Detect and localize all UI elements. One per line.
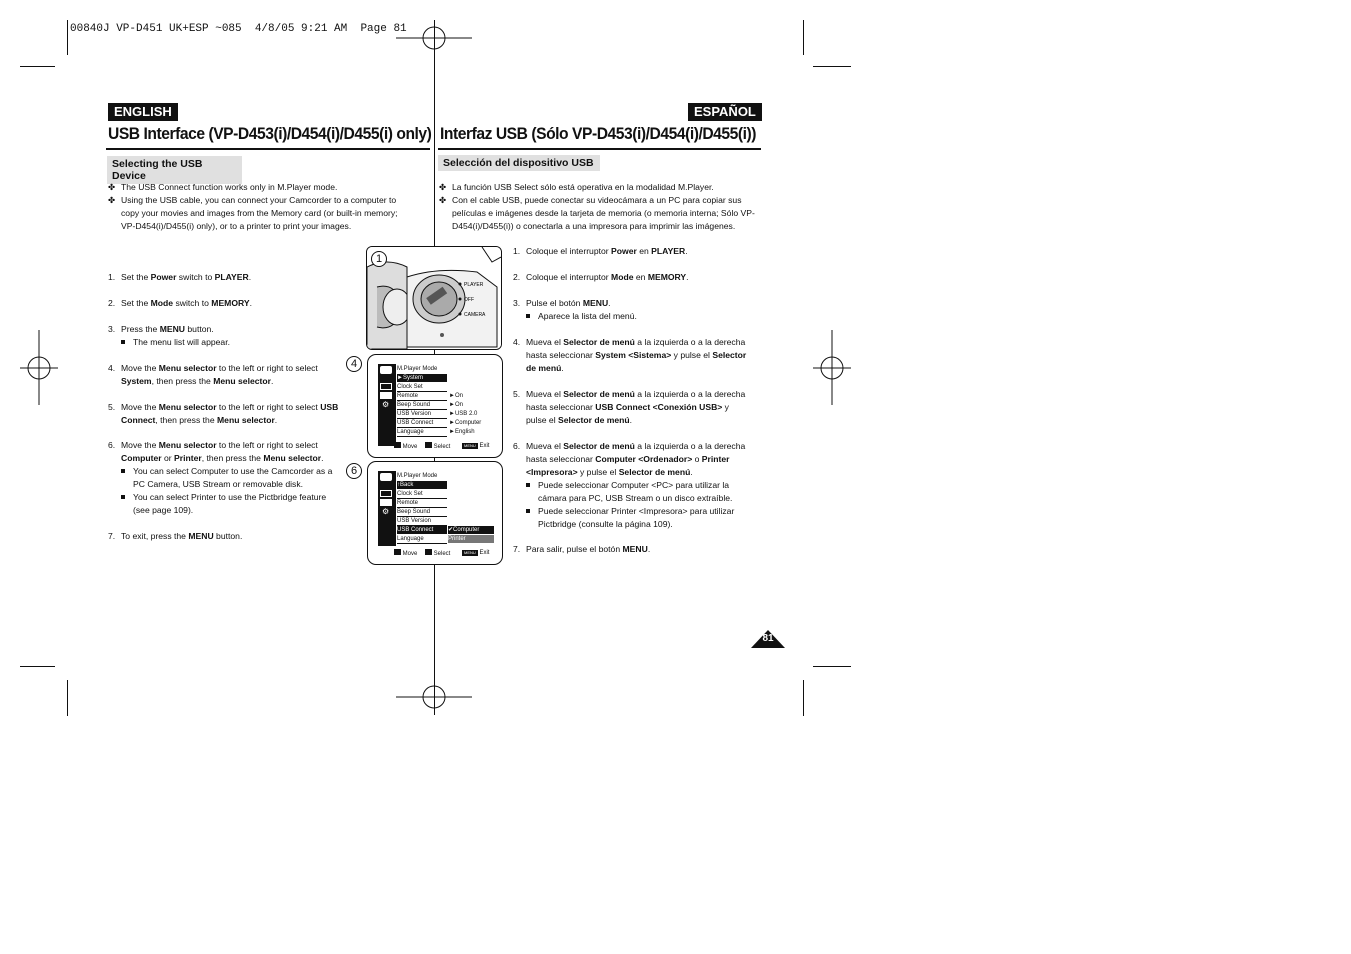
- spanish-title: Interfaz USB (Sólo VP-D453(i)/D454(i)/D455(i)): [440, 124, 757, 143]
- intro-bullet: ✤ Using the USB cable, you can connect your Camcorder to a computer to copy your movies and images from the Memory card (or built-in memory; VP-D454(i)/D455(i) only), or to a printer to print your images.: [108, 195, 398, 231]
- step-2: 2. Set the Mode switch to MEMORY.: [108, 298, 253, 308]
- step-note: Puede seleccionar Printer <Impresora> para utilizar Pictbridge (consulte la página 109).: [526, 505, 753, 531]
- menu-item-beep-sound[interactable]: Beep Sound: [397, 401, 447, 410]
- gear-icon: ⚙: [382, 400, 390, 409]
- figure-menu-system: [367, 354, 503, 458]
- off-label: OFF: [464, 297, 474, 303]
- menu-item-language[interactable]: Language: [397, 428, 447, 437]
- page-number: 81: [762, 633, 774, 644]
- english-title-rule: [106, 148, 430, 150]
- camera-icon: [380, 383, 392, 390]
- espanol-label: ESPAÑOL: [688, 103, 762, 121]
- figure-number: 6: [346, 463, 362, 479]
- step-1: 1. Coloque el interruptor Power en PLAYER.: [513, 246, 688, 256]
- step-note: You can select Printer to use the Pictbridge feature (see page 109).: [121, 491, 338, 517]
- menu-screen: ⚙ M.Player Mode ►System Clock Set Remote Beep Sound USB Version USB Connect Language ►On ►On ►USB 2.0 ►Computer ►English Move Select MENU Exit: [378, 364, 494, 452]
- menu-icon-column: [378, 471, 396, 546]
- menu-item-beep-sound[interactable]: Beep Sound: [397, 508, 447, 517]
- figure-number: 4: [346, 356, 362, 372]
- menu-icon-column: [378, 364, 396, 446]
- camera-label: CAMERA: [464, 312, 486, 318]
- step-note: You can select Computer to use the Camcorder as a PC Camera, USB Stream or removable disk.: [121, 465, 338, 491]
- option-computer[interactable]: ✔Computer: [448, 526, 494, 534]
- move-icon: [394, 442, 401, 448]
- step-2: 2. Coloque el interruptor Mode en MEMORY.: [513, 272, 689, 282]
- spanish-title-rule: [438, 148, 761, 150]
- print-icon: [380, 392, 392, 399]
- menu-value-language: ►English: [449, 429, 475, 435]
- gear-icon: ⚙: [382, 507, 390, 516]
- english-label: ENGLISH: [108, 103, 178, 121]
- figure-menu-usb-connect: [367, 461, 503, 565]
- intro-bullet: ✤ The USB Connect function works only in M.Player mode.: [108, 182, 338, 192]
- menu-value-usb-version: ►USB 2.0: [449, 411, 478, 417]
- menu-value-usb-connect: ►Computer: [449, 420, 482, 426]
- camcorder-illustration: [367, 247, 501, 349]
- camera-icon: [380, 490, 392, 497]
- print-icon: [380, 499, 392, 506]
- menu-item-remote[interactable]: Remote: [397, 392, 447, 401]
- option-printer[interactable]: Printer: [448, 535, 494, 543]
- english-section-heading: Selecting the USB Device: [107, 156, 242, 184]
- spanish-intro: [439, 181, 761, 233]
- intro-bullet: ✤ La función USB Select sólo está operativa en la modalidad M.Player.: [439, 182, 714, 192]
- menu-item-usb-connect[interactable]: USB Connect: [397, 419, 447, 428]
- menu-key-icon: MENU: [464, 443, 476, 448]
- menu-item-language[interactable]: Language: [397, 535, 447, 544]
- step-5: 5. Mueva el Selector de menú a la izquierda o a la derecha hasta seleccionar USB Connect <Conexión USB> y pulse el Selector de menú.: [513, 389, 746, 425]
- english-title: USB Interface (VP-D453(i)/D454(i)/D455(i) only): [108, 124, 432, 143]
- step-7: 7. Para salir, pulse el botón MENU.: [513, 544, 651, 554]
- step-3: 3. Press the MENU button. The menu list will appear.: [108, 324, 230, 347]
- step-note: The menu list will appear.: [121, 336, 230, 349]
- step-note: Puede seleccionar Computer <PC> para utilizar la cámara para PC, USB Stream o un disco extraíble.: [526, 479, 753, 505]
- spanish-section-heading: Selección del dispositivo USB: [438, 155, 600, 171]
- menu-value-beep: ►On: [449, 402, 463, 408]
- step-5: 5. Move the Menu selector to the left or right to select USB Connect, then press the Menu selector.: [108, 402, 339, 425]
- figure-number: 1: [371, 251, 387, 267]
- menu-item-clock-set[interactable]: Clock Set: [397, 490, 447, 499]
- move-icon: [394, 549, 401, 555]
- step-1: 1. Set the Power switch to PLAYER.: [108, 272, 252, 282]
- select-icon: [425, 549, 432, 555]
- menu-item-usb-version[interactable]: USB Version: [397, 410, 447, 419]
- print-header: 00840J VP-D451 UK+ESP ~085 4/8/05 9:21 AM Page 81: [70, 23, 407, 35]
- player-mode-icon: [380, 366, 392, 374]
- step-note: Aparece la lista del menú.: [526, 310, 637, 323]
- menu-screen: ⚙ M.Player Mode ↑Back Clock Set Remote Beep Sound USB Version USB Connect Language ✔Computer Printer Move Select MENU Exit: [378, 471, 494, 559]
- select-icon: [425, 442, 432, 448]
- menu-item-remote[interactable]: Remote: [397, 499, 447, 508]
- player-mode-icon: [380, 473, 392, 481]
- menu-mode-title: M.Player Mode: [397, 366, 438, 372]
- step-6: 6. Mueva el Selector de menú a la izquierda o a la derecha hasta seleccionar Computer <Ordenador> o Printer <Impresora> y pulse el Selector de menú. Puede seleccionar Computer <PC> para utilizar la cámara para PC, USB Stream o un disco extraíble. Puede seleccionar Printer <Impresora> para utilizar Pictbridge (consulte la página 109).: [513, 440, 753, 531]
- menu-value-remote: ►On: [449, 393, 463, 399]
- step-4: 4. Mueva el Selector de menú a la izquierda o a la derecha hasta seleccionar System <Sistema> y pulse el Selector de menú.: [513, 337, 747, 373]
- player-label: PLAYER: [464, 282, 484, 288]
- menu-item-usb-connect[interactable]: USB Connect: [397, 526, 447, 534]
- step-7: 7. To exit, press the MENU button.: [108, 531, 243, 541]
- intro-bullet: ✤ Con el cable USB, puede conectar su videocámara a un PC para copiar sus películas e imágenes desde la tarjeta de memoria (o memoria interna; Sólo VP-D454(i)/D455(i)) o conectarla a una impresora para imprimir las imágenes.: [439, 195, 755, 231]
- menu-mode-title: M.Player Mode: [397, 473, 438, 479]
- menu-item-usb-version[interactable]: USB Version: [397, 517, 447, 526]
- menu-item-clock-set[interactable]: Clock Set: [397, 383, 447, 392]
- step-6: 6. Move the Menu selector to the left or right to select Computer or Printer, then press the Menu selector. You can select Computer to use the Camcorder as a PC Camera, USB Stream or removable disk. You can select Printer to use the Pictbridge feature (see page 109).: [108, 439, 338, 517]
- english-intro: [108, 181, 413, 233]
- menu-key-icon: MENU: [464, 550, 476, 555]
- menu-item-back[interactable]: ↑Back: [397, 481, 447, 489]
- menu-item-system[interactable]: ►System: [397, 374, 447, 382]
- step-4: 4. Move the Menu selector to the left or right to select System, then press the Menu selector.: [108, 363, 318, 386]
- step-3: 3. Pulse el botón MENU. Aparece la lista del menú.: [513, 298, 637, 321]
